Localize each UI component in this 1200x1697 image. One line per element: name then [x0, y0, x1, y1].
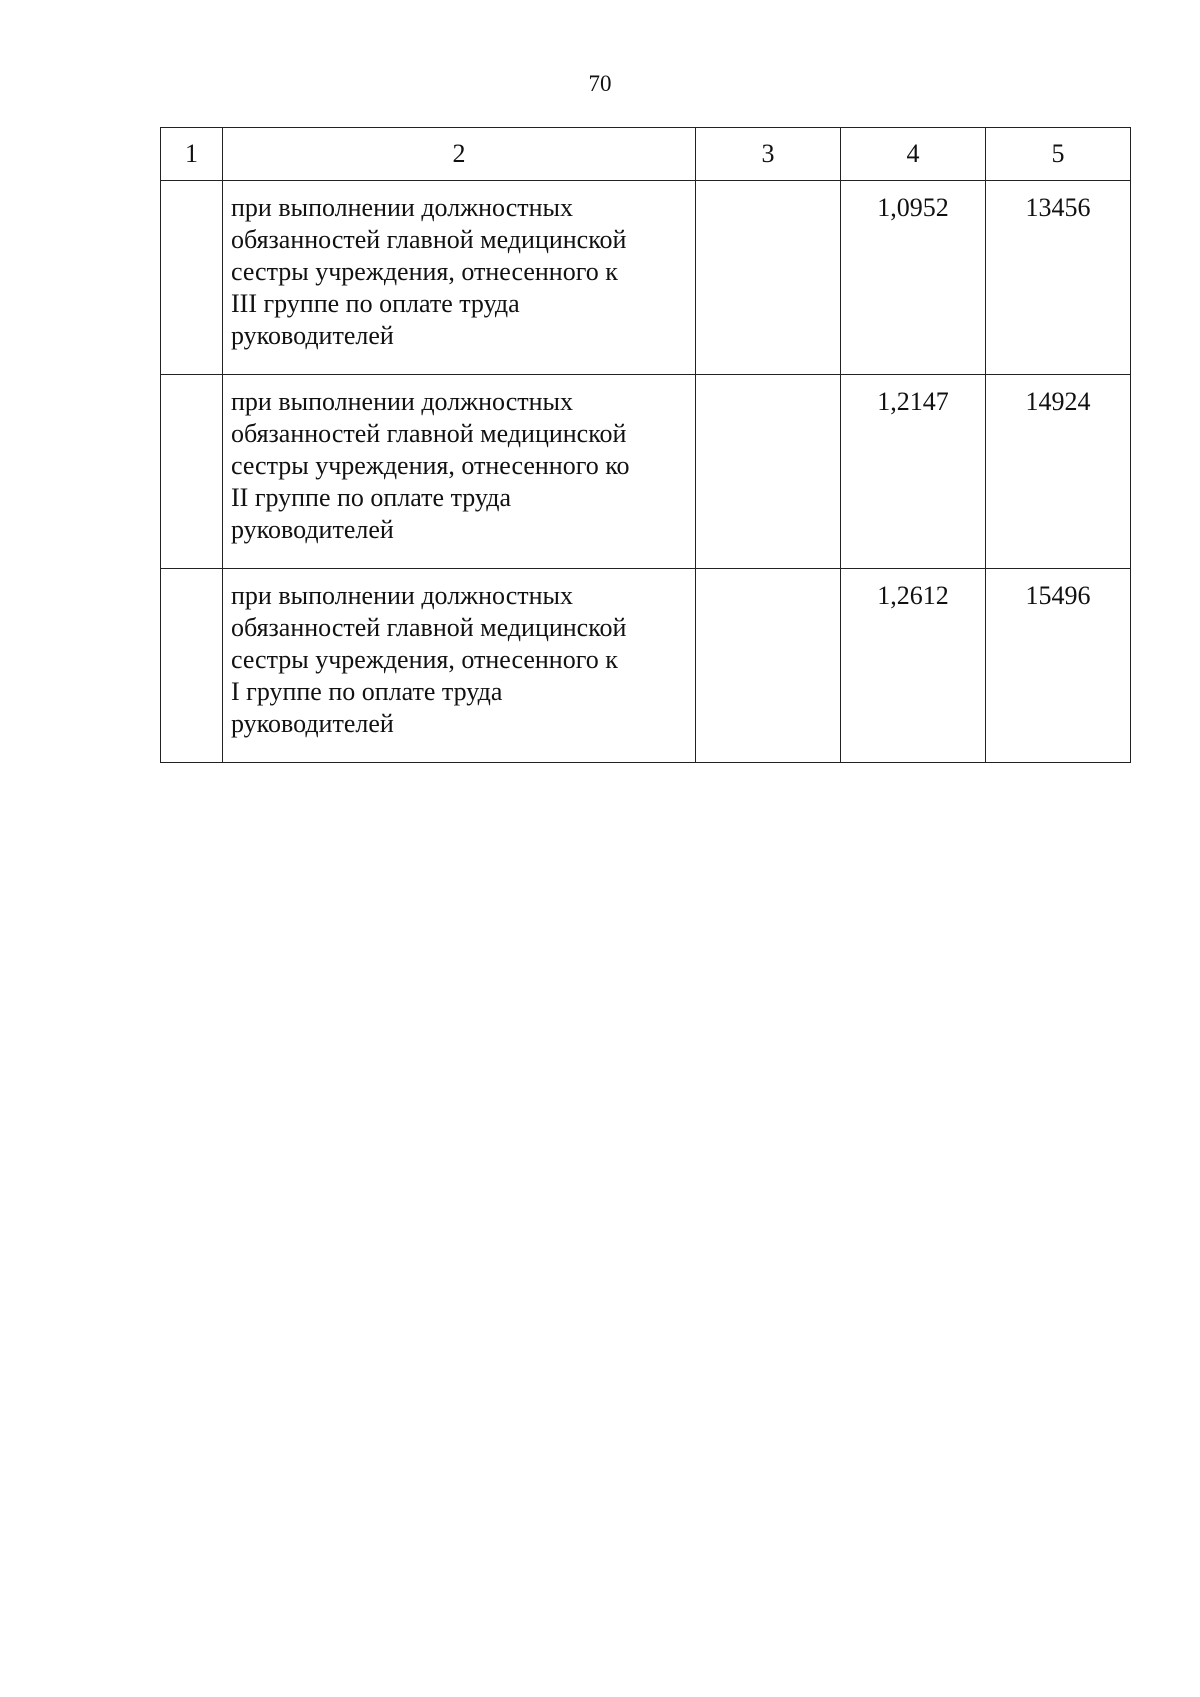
- row-number-cell: [161, 569, 223, 763]
- description-cell: при выполнении должностных обязанностей главной медицинской сестры учреждения, отнесенного к I группе по оплате труда руководителей: [223, 569, 696, 763]
- page-number: 70: [588, 71, 612, 96]
- salary-cell: 15496: [986, 569, 1131, 763]
- table-row: [161, 569, 1131, 763]
- coefficient-cell: 1,2612: [841, 569, 986, 763]
- column-header-5: 5: [986, 128, 1131, 181]
- description-cell: при выполнении должностных обязанностей главной медицинской сестры учреждения, отнесенного ко II группе по оплате труда руководителей: [223, 375, 696, 569]
- table-row: [161, 181, 1131, 375]
- column-header-3: 3: [696, 128, 841, 181]
- empty-cell: [696, 569, 841, 763]
- empty-cell: [696, 181, 841, 375]
- coefficient-cell: 1,2147: [841, 375, 986, 569]
- data-table: [160, 127, 1131, 763]
- row-number-cell: [161, 375, 223, 569]
- column-header-1: 1: [161, 128, 223, 181]
- salary-cell: 14924: [986, 375, 1131, 569]
- table-row: [161, 375, 1131, 569]
- description-cell: при выполнении должностных обязанностей главной медицинской сестры учреждения, отнесенного к III группе по оплате труда руководителей: [223, 181, 696, 375]
- column-header-4: 4: [841, 128, 986, 181]
- row-number-cell: [161, 181, 223, 375]
- salary-cell: 13456: [986, 181, 1131, 375]
- coefficient-cell: 1,0952: [841, 181, 986, 375]
- column-header-2: 2: [223, 128, 696, 181]
- empty-cell: [696, 375, 841, 569]
- table-header-row: [161, 128, 1131, 181]
